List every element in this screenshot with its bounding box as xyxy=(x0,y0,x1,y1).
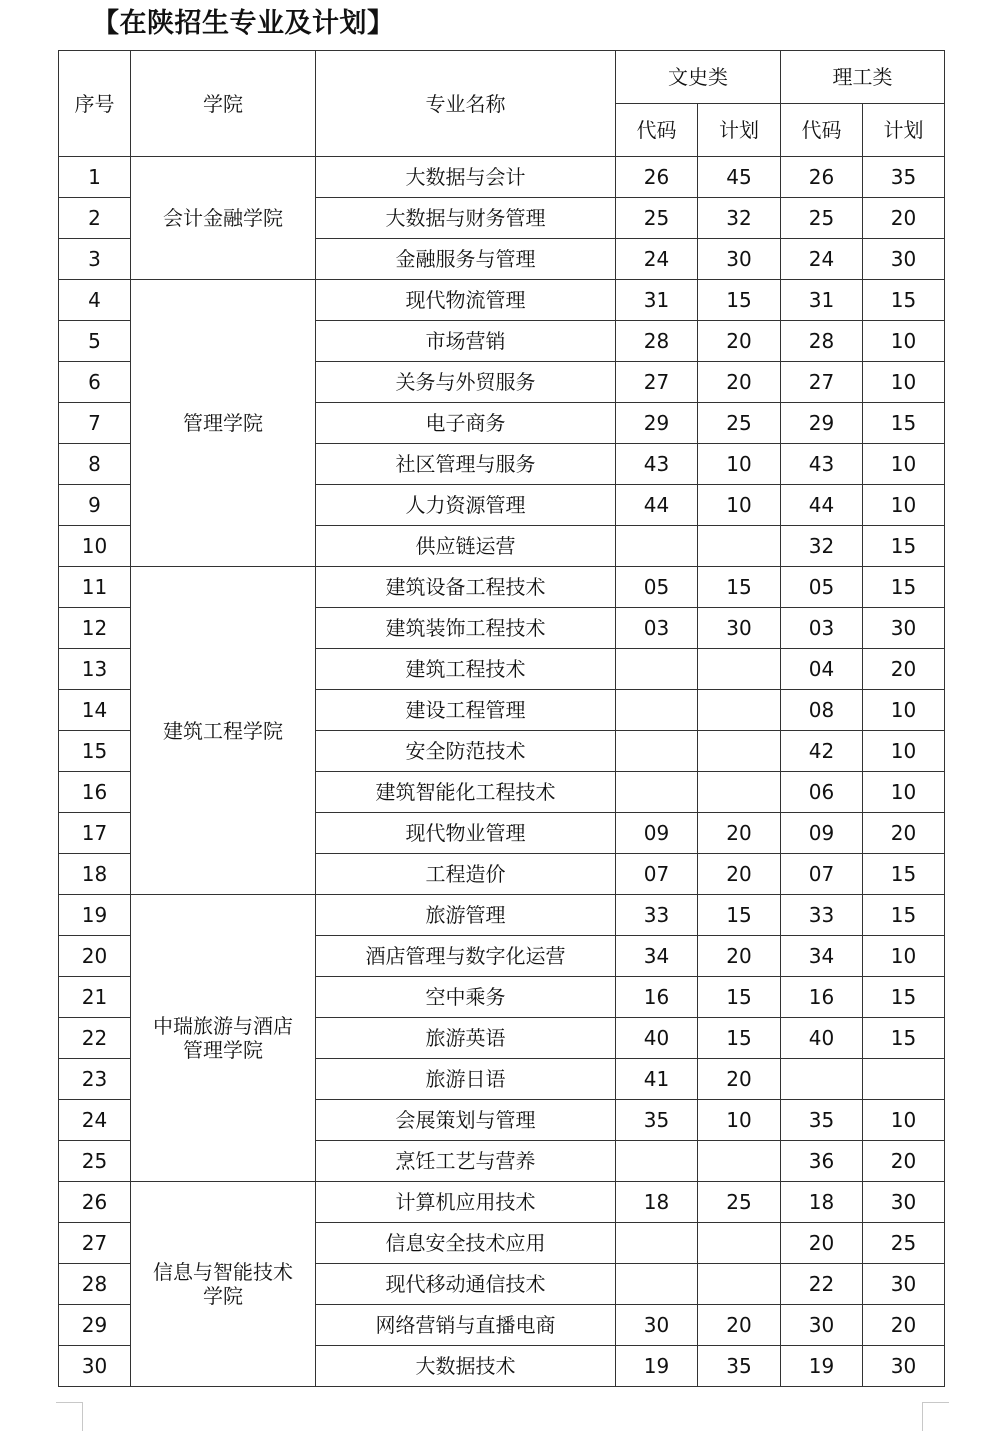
science-code: 43 xyxy=(781,444,863,485)
science-code: 27 xyxy=(781,362,863,403)
major-name: 现代物业管理 xyxy=(316,813,616,854)
arts-plan: 10 xyxy=(698,444,781,485)
row-index: 15 xyxy=(59,731,131,772)
science-code: 30 xyxy=(781,1305,863,1346)
header-college: 学院 xyxy=(131,51,316,157)
arts-code xyxy=(616,1223,698,1264)
row-index: 16 xyxy=(59,772,131,813)
arts-plan: 20 xyxy=(698,1305,781,1346)
science-code: 16 xyxy=(781,977,863,1018)
science-plan: 10 xyxy=(863,731,945,772)
science-code: 07 xyxy=(781,854,863,895)
science-plan: 20 xyxy=(863,649,945,690)
row-index: 14 xyxy=(59,690,131,731)
row-index: 1 xyxy=(59,157,131,198)
row-index: 23 xyxy=(59,1059,131,1100)
major-name: 计算机应用技术 xyxy=(316,1182,616,1223)
science-code: 28 xyxy=(781,321,863,362)
science-plan: 15 xyxy=(863,280,945,321)
arts-plan: 30 xyxy=(698,239,781,280)
row-index: 29 xyxy=(59,1305,131,1346)
arts-code xyxy=(616,1264,698,1305)
science-plan: 20 xyxy=(863,198,945,239)
major-name: 烹饪工艺与营养 xyxy=(316,1141,616,1182)
arts-plan xyxy=(698,1141,781,1182)
science-plan xyxy=(863,1059,945,1100)
science-code: 40 xyxy=(781,1018,863,1059)
college-name: 会计金融学院 xyxy=(131,157,316,280)
science-plan: 10 xyxy=(863,690,945,731)
arts-plan: 25 xyxy=(698,403,781,444)
arts-code: 35 xyxy=(616,1100,698,1141)
table-row xyxy=(59,895,945,936)
row-index: 6 xyxy=(59,362,131,403)
science-code: 09 xyxy=(781,813,863,854)
science-code: 03 xyxy=(781,608,863,649)
arts-plan: 20 xyxy=(698,854,781,895)
page-title: 【在陕招生专业及计划】 xyxy=(92,8,395,39)
science-plan: 20 xyxy=(863,813,945,854)
row-index: 13 xyxy=(59,649,131,690)
arts-code: 07 xyxy=(616,854,698,895)
row-index: 4 xyxy=(59,280,131,321)
major-name: 关务与外贸服务 xyxy=(316,362,616,403)
header-arts: 文史类 xyxy=(616,51,781,104)
major-name: 大数据与财务管理 xyxy=(316,198,616,239)
science-plan: 30 xyxy=(863,1346,945,1387)
major-name: 大数据与会计 xyxy=(316,157,616,198)
science-plan: 15 xyxy=(863,567,945,608)
arts-code: 30 xyxy=(616,1305,698,1346)
science-plan: 20 xyxy=(863,1141,945,1182)
arts-plan: 32 xyxy=(698,198,781,239)
arts-code: 34 xyxy=(616,936,698,977)
row-index: 2 xyxy=(59,198,131,239)
arts-plan xyxy=(698,526,781,567)
arts-code: 26 xyxy=(616,157,698,198)
arts-plan xyxy=(698,649,781,690)
arts-code xyxy=(616,690,698,731)
row-index: 20 xyxy=(59,936,131,977)
arts-plan: 15 xyxy=(698,280,781,321)
row-index: 30 xyxy=(59,1346,131,1387)
arts-code: 05 xyxy=(616,567,698,608)
science-code xyxy=(781,1059,863,1100)
science-code: 08 xyxy=(781,690,863,731)
major-name: 人力资源管理 xyxy=(316,485,616,526)
major-name: 空中乘务 xyxy=(316,977,616,1018)
science-code: 44 xyxy=(781,485,863,526)
arts-plan: 20 xyxy=(698,362,781,403)
science-code: 29 xyxy=(781,403,863,444)
science-code: 42 xyxy=(781,731,863,772)
arts-plan: 30 xyxy=(698,608,781,649)
arts-code: 40 xyxy=(616,1018,698,1059)
college-name: 信息与智能技术 学院 xyxy=(131,1182,316,1387)
arts-code: 18 xyxy=(616,1182,698,1223)
arts-code: 25 xyxy=(616,198,698,239)
science-code: 05 xyxy=(781,567,863,608)
arts-code: 41 xyxy=(616,1059,698,1100)
table-row xyxy=(59,280,945,321)
row-index: 28 xyxy=(59,1264,131,1305)
science-plan: 15 xyxy=(863,977,945,1018)
row-index: 26 xyxy=(59,1182,131,1223)
major-name: 安全防范技术 xyxy=(316,731,616,772)
science-plan: 10 xyxy=(863,772,945,813)
arts-code: 09 xyxy=(616,813,698,854)
science-plan: 15 xyxy=(863,526,945,567)
major-name: 建设工程管理 xyxy=(316,690,616,731)
arts-plan xyxy=(698,1223,781,1264)
major-name: 现代移动通信技术 xyxy=(316,1264,616,1305)
arts-plan: 10 xyxy=(698,1100,781,1141)
row-index: 27 xyxy=(59,1223,131,1264)
arts-plan: 20 xyxy=(698,1059,781,1100)
arts-code: 29 xyxy=(616,403,698,444)
science-code: 31 xyxy=(781,280,863,321)
major-name: 大数据技术 xyxy=(316,1346,616,1387)
major-name: 酒店管理与数字化运营 xyxy=(316,936,616,977)
header-science-code: 代码 xyxy=(781,104,863,157)
major-name: 建筑设备工程技术 xyxy=(316,567,616,608)
header-index: 序号 xyxy=(59,51,131,157)
arts-plan: 15 xyxy=(698,895,781,936)
arts-plan xyxy=(698,690,781,731)
row-index: 11 xyxy=(59,567,131,608)
arts-plan: 15 xyxy=(698,1018,781,1059)
table-row xyxy=(59,157,945,198)
science-code: 04 xyxy=(781,649,863,690)
science-plan: 30 xyxy=(863,1264,945,1305)
science-plan: 10 xyxy=(863,485,945,526)
major-name: 旅游英语 xyxy=(316,1018,616,1059)
enrollment-plan-table xyxy=(58,50,945,1387)
science-code: 22 xyxy=(781,1264,863,1305)
college-name: 管理学院 xyxy=(131,280,316,567)
row-index: 18 xyxy=(59,854,131,895)
major-name: 市场营销 xyxy=(316,321,616,362)
college-name: 中瑞旅游与酒店 管理学院 xyxy=(131,895,316,1182)
arts-code: 27 xyxy=(616,362,698,403)
arts-code: 31 xyxy=(616,280,698,321)
table-header xyxy=(59,51,945,157)
row-index: 3 xyxy=(59,239,131,280)
arts-code xyxy=(616,526,698,567)
arts-code: 44 xyxy=(616,485,698,526)
science-plan: 30 xyxy=(863,1182,945,1223)
science-code: 34 xyxy=(781,936,863,977)
college-name: 建筑工程学院 xyxy=(131,567,316,895)
table-body xyxy=(59,157,945,1387)
science-plan: 10 xyxy=(863,936,945,977)
row-index: 5 xyxy=(59,321,131,362)
arts-plan: 35 xyxy=(698,1346,781,1387)
row-index: 7 xyxy=(59,403,131,444)
arts-code xyxy=(616,731,698,772)
science-plan: 30 xyxy=(863,608,945,649)
science-plan: 15 xyxy=(863,895,945,936)
science-code: 36 xyxy=(781,1141,863,1182)
row-index: 17 xyxy=(59,813,131,854)
arts-code xyxy=(616,1141,698,1182)
row-index: 8 xyxy=(59,444,131,485)
major-name: 供应链运营 xyxy=(316,526,616,567)
science-code: 06 xyxy=(781,772,863,813)
major-name: 金融服务与管理 xyxy=(316,239,616,280)
science-plan: 10 xyxy=(863,321,945,362)
science-plan: 15 xyxy=(863,854,945,895)
header-science-plan: 计划 xyxy=(863,104,945,157)
major-name: 建筑智能化工程技术 xyxy=(316,772,616,813)
major-name: 建筑装饰工程技术 xyxy=(316,608,616,649)
arts-code: 03 xyxy=(616,608,698,649)
science-plan: 10 xyxy=(863,444,945,485)
science-code: 26 xyxy=(781,157,863,198)
header-science: 理工类 xyxy=(781,51,945,104)
major-name: 旅游日语 xyxy=(316,1059,616,1100)
corner-mark-right xyxy=(922,1402,949,1431)
header-arts-code: 代码 xyxy=(616,104,698,157)
arts-plan: 10 xyxy=(698,485,781,526)
header-arts-plan: 计划 xyxy=(698,104,781,157)
arts-code: 33 xyxy=(616,895,698,936)
arts-plan xyxy=(698,772,781,813)
science-plan: 30 xyxy=(863,239,945,280)
science-plan: 10 xyxy=(863,362,945,403)
major-name: 工程造价 xyxy=(316,854,616,895)
science-code: 35 xyxy=(781,1100,863,1141)
major-name: 旅游管理 xyxy=(316,895,616,936)
arts-code: 19 xyxy=(616,1346,698,1387)
science-code: 20 xyxy=(781,1223,863,1264)
arts-code: 28 xyxy=(616,321,698,362)
arts-plan: 45 xyxy=(698,157,781,198)
science-plan: 25 xyxy=(863,1223,945,1264)
row-index: 21 xyxy=(59,977,131,1018)
major-name: 建筑工程技术 xyxy=(316,649,616,690)
major-name: 电子商务 xyxy=(316,403,616,444)
arts-plan: 15 xyxy=(698,567,781,608)
science-code: 18 xyxy=(781,1182,863,1223)
science-plan: 20 xyxy=(863,1305,945,1346)
arts-plan: 20 xyxy=(698,936,781,977)
arts-code: 16 xyxy=(616,977,698,1018)
row-index: 12 xyxy=(59,608,131,649)
row-index: 22 xyxy=(59,1018,131,1059)
row-index: 9 xyxy=(59,485,131,526)
science-code: 19 xyxy=(781,1346,863,1387)
arts-code xyxy=(616,649,698,690)
major-name: 网络营销与直播电商 xyxy=(316,1305,616,1346)
science-plan: 15 xyxy=(863,403,945,444)
major-name: 社区管理与服务 xyxy=(316,444,616,485)
science-plan: 10 xyxy=(863,1100,945,1141)
arts-code: 24 xyxy=(616,239,698,280)
arts-code: 43 xyxy=(616,444,698,485)
arts-plan: 25 xyxy=(698,1182,781,1223)
major-name: 现代物流管理 xyxy=(316,280,616,321)
row-index: 19 xyxy=(59,895,131,936)
arts-plan: 20 xyxy=(698,813,781,854)
table-row xyxy=(59,1182,945,1223)
arts-plan xyxy=(698,731,781,772)
row-index: 10 xyxy=(59,526,131,567)
row-index: 24 xyxy=(59,1100,131,1141)
science-code: 32 xyxy=(781,526,863,567)
major-name: 会展策划与管理 xyxy=(316,1100,616,1141)
science-plan: 35 xyxy=(863,157,945,198)
science-code: 24 xyxy=(781,239,863,280)
table-row xyxy=(59,567,945,608)
science-code: 25 xyxy=(781,198,863,239)
arts-code xyxy=(616,772,698,813)
arts-plan xyxy=(698,1264,781,1305)
row-index: 25 xyxy=(59,1141,131,1182)
corner-mark-left xyxy=(56,1402,83,1431)
science-code: 33 xyxy=(781,895,863,936)
science-plan: 15 xyxy=(863,1018,945,1059)
header-major: 专业名称 xyxy=(316,51,616,157)
arts-plan: 15 xyxy=(698,977,781,1018)
major-name: 信息安全技术应用 xyxy=(316,1223,616,1264)
arts-plan: 20 xyxy=(698,321,781,362)
